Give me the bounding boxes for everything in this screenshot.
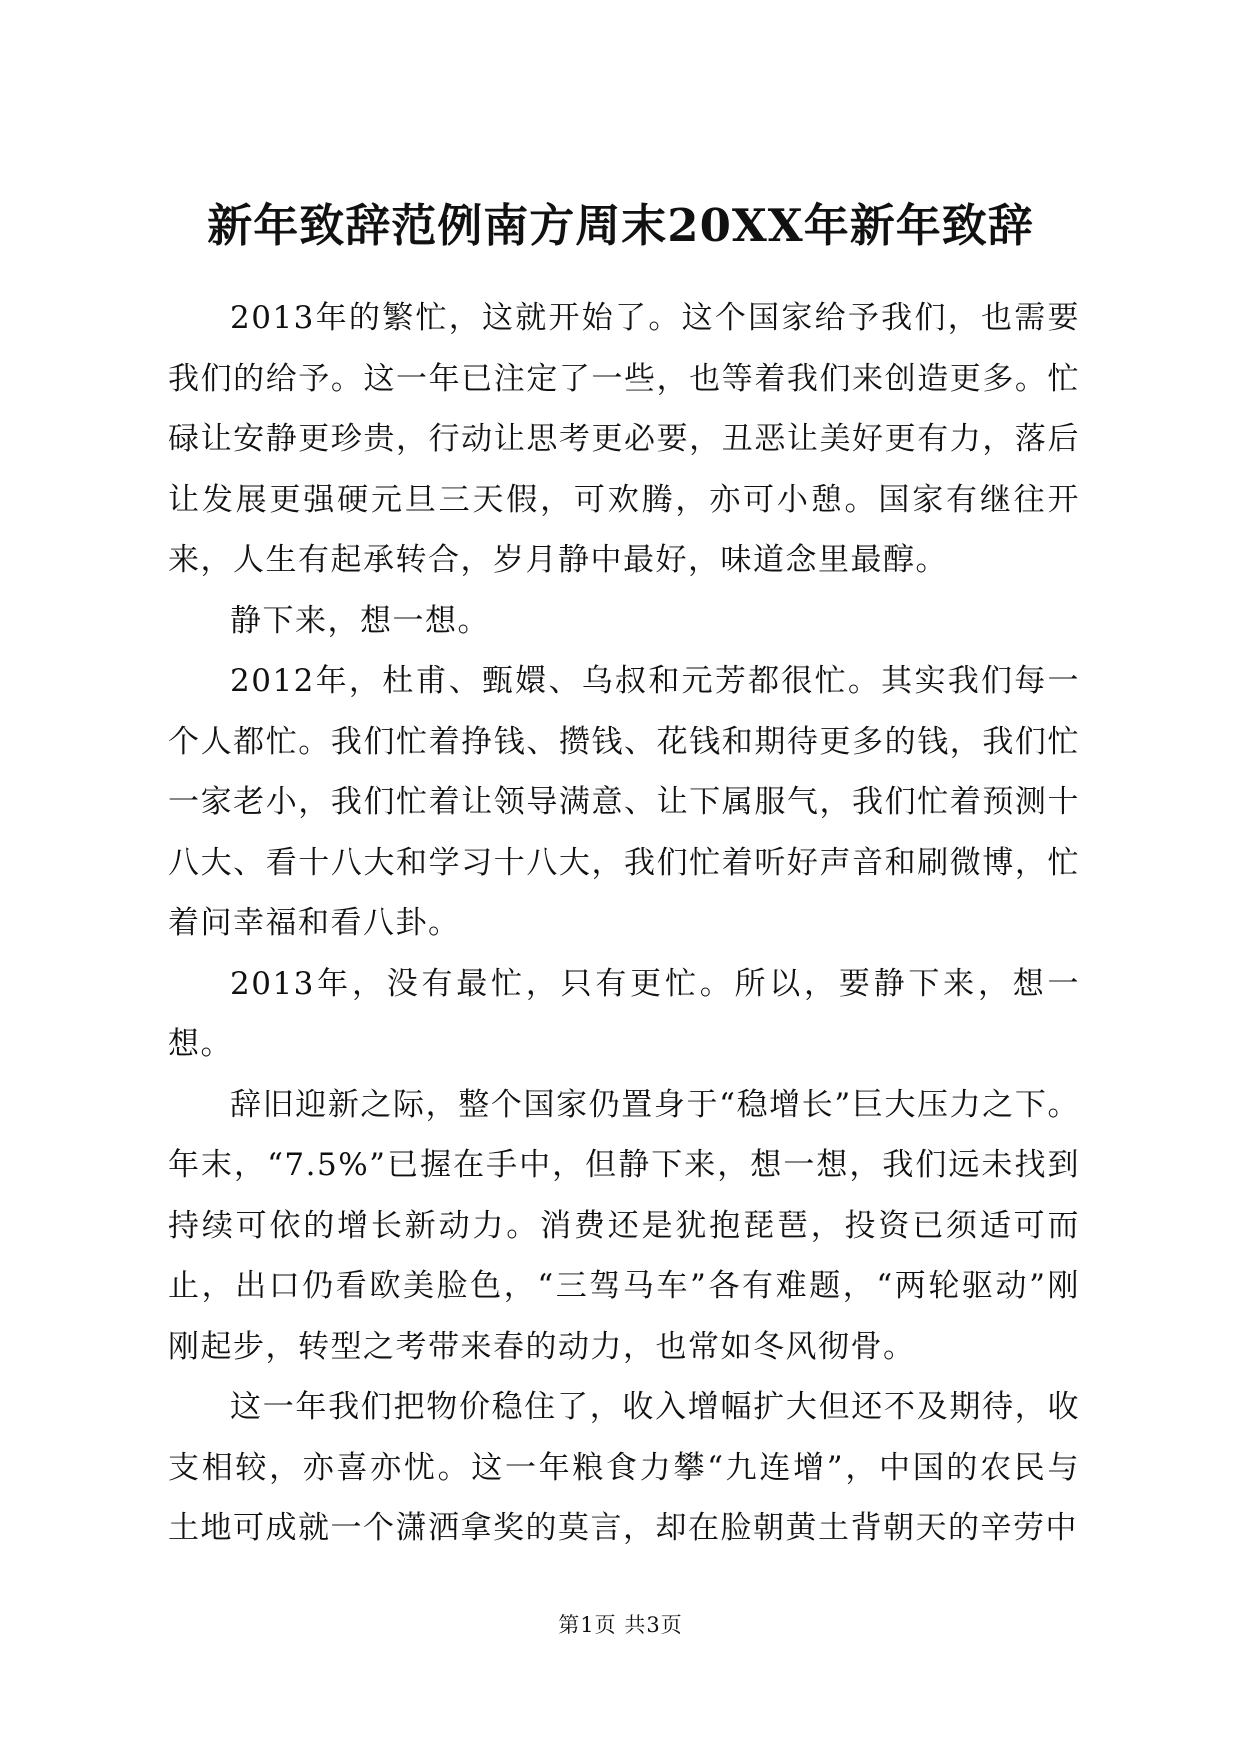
paragraph: 辞旧迎新之际，整个国家仍置身于“稳增长”巨大压力之下。年末，“7.5%”已握在手中，但静下来，想一想，我们远未找到持续可依的增长新动力。消费还是犹抱琵琶，投资已须适可而止，出口仍看欧美脸色，“三驾马车”各有难题，“两轮驱动”刚刚起步，转型之考带来春的动力，也常如冬风彻骨。 xyxy=(168,1086,1080,1365)
document-title: 新年致辞范例南方周末20XX年新年致辞 xyxy=(207,199,1034,252)
page-number-footer: 第1页 共3页 xyxy=(558,1613,683,1637)
paragraph: 静下来，想一想。 xyxy=(230,602,490,639)
paragraph: 2013年，没有最忙，只有更忙。所以，要静下来，想一想。 xyxy=(168,965,1080,1062)
document-body xyxy=(168,288,1080,1559)
paragraph: 2012年，杜甫、甄嬛、乌叔和元芳都很忙。其实我们每一个人都忙。我们忙着挣钱、攒钱、花钱和期待更多的钱，我们忙一家老小，我们忙着让领导满意、让下属服气，我们忙着预测十八大、看十八大和学习十八大，我们忙着听好声音和刷微博，忙着问幸福和看八卦。 xyxy=(168,663,1080,941)
paragraph: 这一年我们把物价稳住了，收入增幅扩大但还不及期待，收支相较，亦喜亦忧。这一年粮食力攀“九连增”，中国的农民与土地可成就一个潇洒拿奖的莫言，却在脸朝黄土背朝天的辛劳中 xyxy=(168,1389,1080,1546)
paragraph: 2013年的繁忙，这就开始了。这个国家给予我们，也需要我们的给予。这一年已注定了一些，也等着我们来创造更多。忙碌让安静更珍贵，行动让思考更必要，丑恶让美好更有力，落后让发展更强硬元旦三天假，可欢腾，亦可小憩。国家有继往开来，人生有起承转合，岁月静中最好，味道念里最醇。 xyxy=(168,300,1080,578)
